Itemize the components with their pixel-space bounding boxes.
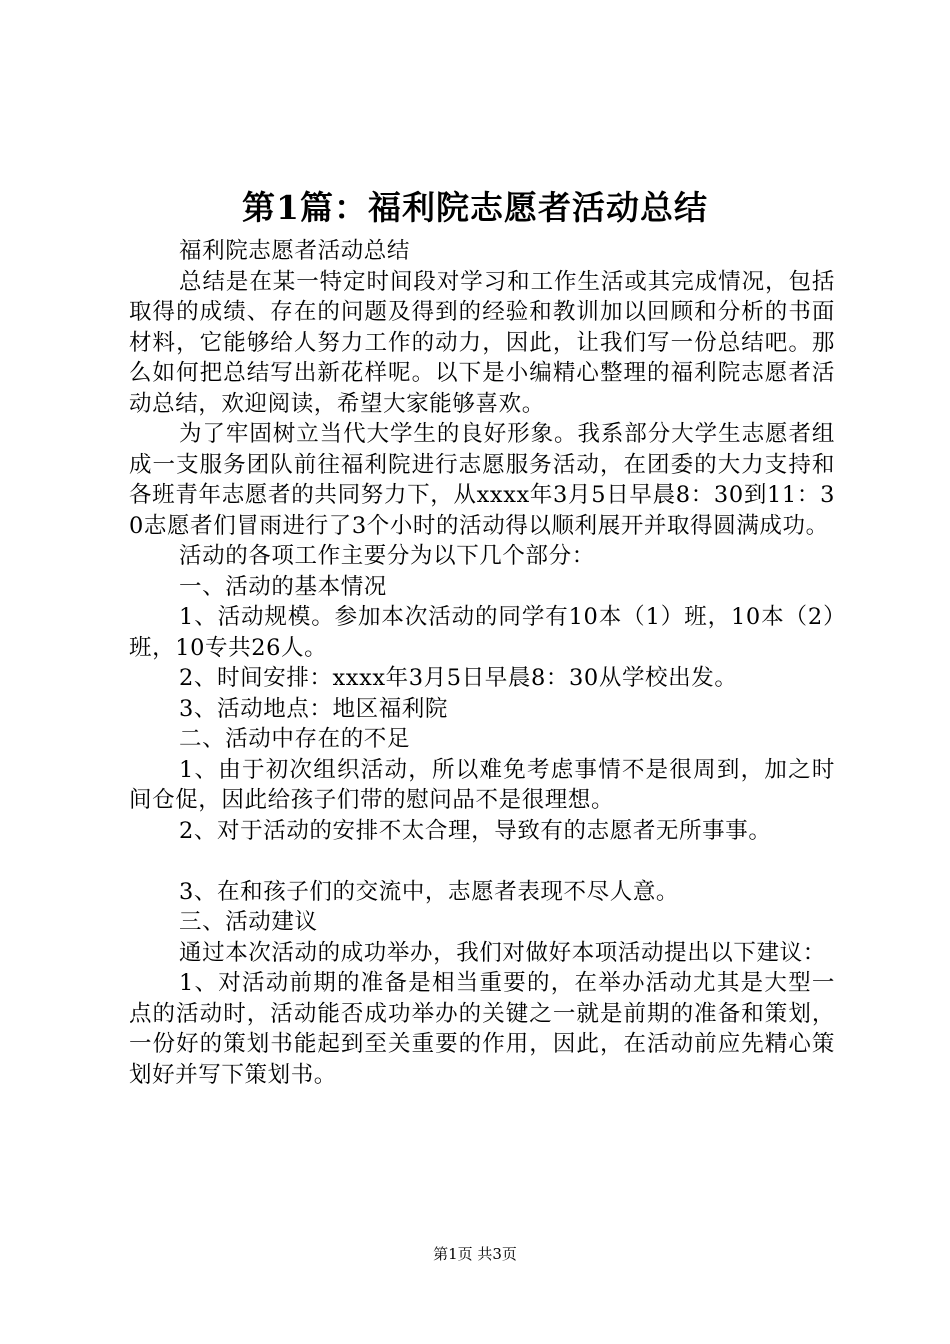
paragraph-suggestion-1: 1、对活动前期的准备是相当重要的，在举办活动尤其是大型一点的活动时，活动能否成功举办的关键之一就是前期的准备和策划，一份好的策划书能起到至关重要的作用，因此，在活动前应先精心策划好并写下策划书。	[129, 970, 835, 1088]
page-indicator: 第1页 共3页	[433, 1245, 517, 1263]
blank-line	[129, 846, 835, 877]
heading-basic-info: 一、活动的基本情况	[179, 573, 387, 600]
paragraph-scale: 1、活动规模。参加本次活动的同学有10本（1）班，10本（2）班，10专共26人。	[129, 604, 835, 661]
paragraph-background: 为了牢固树立当代大学生的良好形象。我系部分大学生志愿者组成一支服务团队前往福利院进行志愿服务活动，在团委的大力支持和各班青年志愿者的共同努力下，从xxxx年3月5日早晨8：30到11：30志愿者们冒雨进行了3个小时的活动得以顺利展开并取得圆满成功。	[129, 421, 835, 539]
paragraph-shortcoming-2: 2、对于活动的安排不太合理，导致有的志愿者无所事事。	[179, 817, 772, 844]
paragraph-suggestions-intro: 通过本次活动的成功举办，我们对做好本项活动提出以下建议：	[179, 939, 826, 966]
paragraph-shortcoming-1: 1、由于初次组织活动，所以难免考虑事情不是很周到，加之时间仓促，因此给孩子们带的慰问品不是很理想。	[129, 756, 835, 813]
paragraph-parts-intro: 活动的各项工作主要分为以下几个部分：	[179, 543, 595, 569]
paragraph-location: 3、活动地点：地区福利院	[179, 695, 449, 722]
document-title: 第1篇：福利院志愿者活动总结	[242, 188, 708, 227]
heading-suggestions: 三、活动建议	[179, 909, 318, 935]
paragraph-schedule: 2、时间安排：xxxx年3月5日早晨8：30从学校出发。	[179, 665, 738, 691]
paragraph-shortcoming-3: 3、在和孩子们的交流中，志愿者表现不尽人意。	[179, 878, 680, 905]
heading-shortcomings: 二、活动中存在的不足	[179, 726, 411, 752]
document-body	[129, 236, 835, 1090]
paragraph-subtitle: 福利院志愿者活动总结	[179, 238, 411, 264]
paragraph-intro: 总结是在某一特定时间段对学习和工作生活或其完成情况，包括取得的成绩、存在的问题及得到的经验和教训加以回顾和分析的书面材料，它能够给人努力工作的动力，因此，让我们写一份总结吧。那么如何把总结写出新花样呢。以下是小编精心整理的福利院志愿者活动总结，欢迎阅读，希望大家能够喜欢。	[129, 268, 835, 417]
